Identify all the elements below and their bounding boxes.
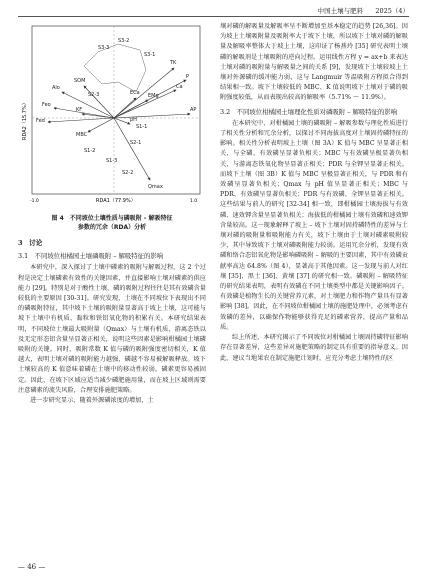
arrow-som [84, 86, 114, 118]
journal-name: 中国土壤与肥料 [317, 7, 364, 15]
section-3-heading: 3 讨论 [18, 239, 43, 247]
label-eca: ECa [130, 90, 140, 96]
running-header [318, 6, 409, 15]
arrow-kf [82, 114, 114, 118]
figure-caption [18, 214, 206, 232]
label-s11: S1-1 [136, 124, 148, 130]
arrow-ca [114, 90, 176, 118]
plot-frame [32, 26, 200, 194]
label-mbc: MBC [76, 132, 88, 138]
caption-line-2: 参数的冗余（RDA）分析 [77, 224, 147, 231]
label-emg: EMg [148, 93, 159, 99]
sample-hull [84, 44, 146, 92]
left-column [18, 22, 206, 406]
label-s12: S1-2 [84, 148, 96, 154]
label-s21: S2-1 [130, 140, 142, 146]
label-s22: S2-2 [122, 170, 134, 176]
section-31-heading: 3.1 不同坡位柑橘园土壤磷吸附 – 解吸特征的影响 [18, 252, 164, 261]
section-32-heading: 3.2 不同坡位柑橘园土壤理化性质对磷吸附 – 解吸特征的影响 [220, 107, 398, 116]
label-fed: Fed [36, 118, 45, 124]
right-para-3: 综上所述，本研究揭示了不同坡位对柑橘园土壤固持磷特征影响存在显著差异，这些差异对施肥策略的制定具有重要的指导意义。因此，建议当地果农在制定施肥计划时，应充分考虑土壤特性的区 [220, 334, 408, 362]
rda-plot [18, 22, 206, 212]
label-feo: Feo [42, 102, 51, 108]
arrow-fed [48, 118, 114, 122]
page-number: — 46 — [18, 563, 46, 571]
tick-left: -1.0 [30, 199, 39, 204]
label-tk: TK [170, 60, 177, 66]
axis-x-label: RDA1（77.9%） [96, 198, 136, 204]
arrow-ap [114, 114, 190, 118]
tick-right: 1.0 [190, 199, 198, 204]
label-ph: pH [130, 117, 137, 123]
label-p: P [186, 74, 190, 80]
arrow-ph [114, 118, 130, 124]
label-s23: S2-3 [88, 92, 100, 98]
rda-figure [18, 22, 206, 212]
journal-issue: 2025（4） [375, 7, 409, 15]
header-rule [18, 16, 409, 17]
left-para-1: 本研究中，深入探讨了土壤中磷素的吸附与解吸过程，这 2 个过程是决定土壤磷素有效性的关键因素，并直接影响土壤对磷素的供应能力 [29]。特别是对于酸性土壤，磷的吸附过程往往是其有效磷含量较低的主要原因 [30-31]。研究发现，土壤在不同坡位下表现出不同的磷吸附特征，其中坡下土壤的吸附量显著高于坡上土壤，这可能与坡下土壤中有机质、黏粒和铁铝氧化物的积累有关。本研究结果表明，不同坡位土壤最大吸附量（Qmax）与土壤有机质、游离态铁以及无定形态铝含量呈显著正相关，说明这些因素是影响柑橘园土壤磷吸附的关键。同时，吸附常数 K 值与磷的吸附强度密切相关，K 值越大，表明土壤对磷的吸附能力越强，磷越不容易被解吸释放。坡下土壤较高的 K 值意味着磷在土壤中的移动性较弱，磷素更容易被固定。因此，在坡下区域应适当减少磷肥施用量，而在坡上区域则需要注意磷素的流失风险，合理安排施肥策略。 [18, 264, 206, 394]
left-para-2: 进一步研究显示，随着外源磷浓度的增加，土 [30, 397, 154, 405]
label-alo: Alo [52, 85, 60, 91]
arrow-tk [114, 68, 174, 118]
label-ap: AP [190, 107, 197, 113]
label-s31: S3-1 [144, 52, 156, 58]
right-para-1: 壤对磷的解吸量及解吸率呈不断增加至基本稳定的趋势 [26,36]。因为坡上土壤吸附量及吸附率大于坡下土壤，所以坡下土壤对磷的解吸量及解吸率整体大于坡上土壤，这印证了杨燕玲 [35] 研究表明土壤磷的解吸剂是土壤吸附的逆向过程。运用线性方程 y = ax+b 来表达土壤对磷的吸附量与解吸量之间的关系 [9]，发现坡下土壤较坡上土壤对外源磷的缓冲能力弱，这与 Langmuir 等温吸附方程拟合得到结果相一致。坡下土壤较低的 MBC、K 值说明坡下土壤对于磷的吸附强度较低，从而表现出较高的解吸率（5.71% ～ 11.9%）。 [220, 23, 408, 102]
caption-line-1: 图 4 不同坡位土壤性质与磷吸附 - 解吸特征 [51, 215, 173, 222]
right-column [220, 22, 408, 364]
label-s32: S3-2 [118, 38, 130, 44]
arrow-feo [54, 108, 114, 118]
label-kf: KF [76, 107, 83, 113]
axis-y-label: RDA2（15.7%） [22, 100, 28, 140]
right-para-2: 在本研究中，对柑橘园土壤的磷吸附 – 解吸参数与理化性质进行了相关性分析和冗余分析，以探讨不同海拔高度对土壤固持磷特征的影响。相关性分析表明坡上土壤（图 3A）K 值与 MBC 呈显著正相关，与全磷、有效磷呈显著负相关；MBC 与有效磷呈极显著负相关，与游离态铁氧化物呈显著正相关；PDR 与全钾呈显著正相关。而坡下土壤（图 3B）K 值与 MBC 呈极显著正相关，与 PDR 和有效磷呈显著负相关；Qmax 与 pH 值呈显著正相关；MBC 与 PDR、有效磷呈显著负相关；PDR 与有效磷、全钾呈显著正相关。这些结果与前人的研究 [32-34] 相一致，即柑橘园土壤海拔与有效磷、速效钾含量呈显著负相关；海拔低的柑橘园土壤有效磷和速效钾含量较高。这一现象解释了坡上 – 坡下土壤对固持磷特性的差异与土壤对磷的吸附量和吸附能力有关，坡下土壤由于土壤对磷素吸附较少，其中导致坡下土壤对磷吸附能力较弱。运用冗余分析，发现有效磷和络合态铝氧化物是影响磷吸附 – 解吸的主要因素，其中有效磷贡献率高达 64.8%（图 4），显著高于其他因素。这一发现与前人对红壤 [35]、黑土 [36]、黄壤 [37] 的研究相一致。磷吸附 – 解吸特征的研究结果表明，表明有效磷在不同土壤类型中都是关键影响因子。有效磷是植物生长的关键营养元素，对土壤肥力和作物产量具有显著影响 [38]。因此，在不同坡位柑橘园土壤的施肥处理中，必须考虑有效磷的差异，以确保作物能够获得充足的磷素营养，提高产量和品质。 [220, 119, 408, 331]
label-som: SOM [74, 78, 86, 84]
label-s33: S3-3 [98, 45, 110, 51]
arrow-mbc [88, 118, 114, 132]
label-s13: S1-3 [106, 158, 118, 164]
label-qmax: Qmax [148, 184, 163, 190]
label-ca: Ca [176, 84, 183, 90]
